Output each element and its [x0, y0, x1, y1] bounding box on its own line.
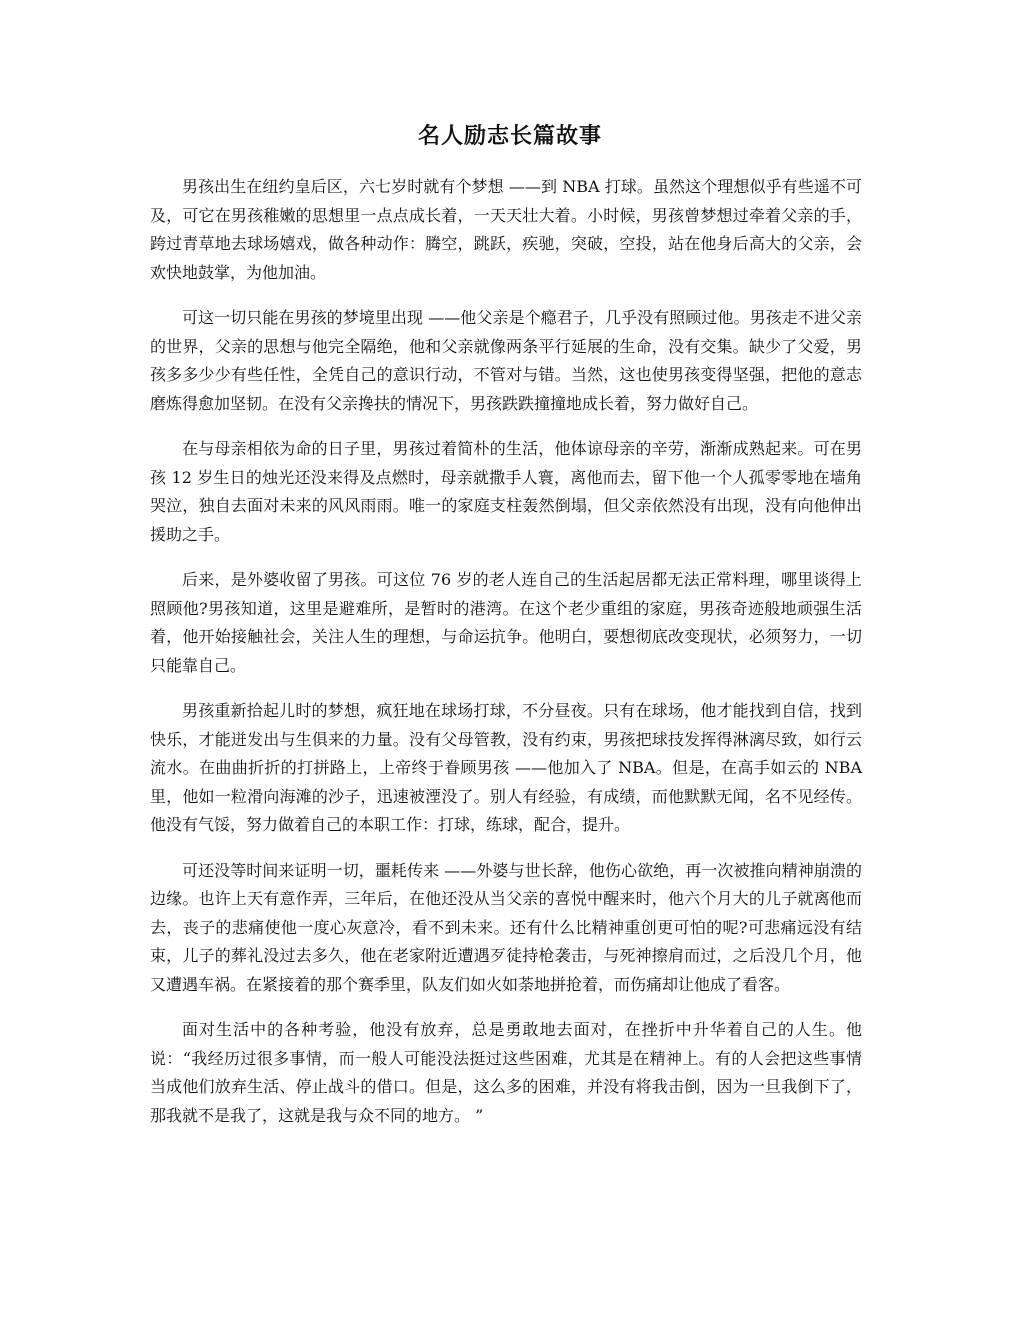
paragraph-1: 男孩出生在纽约皇后区，六七岁时就有个梦想 ——到 NBA 打球。虽然这个理想似乎有些遥不可及，可它在男孩稚嫩的思想里一点点成长着，一天天壮大着。小时候，男孩曾梦想过牵着父亲的手，跨过青草地去球场嬉戏，做各种动作：腾空，跳跃，疾驰，突破，空投，站在他身后高大的父亲，会欢快地鼓掌，为他加油。 — [150, 177, 862, 282]
paragraph-3: 在与母亲相依为命的日子里，男孩过着简朴的生活，他体谅母亲的辛劳，渐渐成熟起来。可在男孩 12 岁生日的烛光还没来得及点燃时，母亲就撒手人寰，离他而去，留下他一个人孤零零地在墙角哭泣，独自去面对未来的风风雨雨。唯一的家庭支柱轰然倒塌，但父亲依然没有出现，没有向他伸出援助之手。 — [150, 439, 862, 544]
paragraph-7: 面对生活中的各种考验，他没有放弃，总是勇敢地去面对，在挫折中升华着自己的人生。他说：“我经历过很多事情，而一般人可能没法挺过这些困难，尤其是在精神上。有的人会把这些事情当成他们放弃生活、停止战斗的借口。但是，这么多的困难，并没有将我击倒，因为一旦我倒下了，那我就不是我了，这就是我与众不同的地方。 ” — [150, 1020, 862, 1125]
paragraph-4: 后来，是外婆收留了男孩。可这位 76 岁的老人连自己的生活起居都无法正常料理，哪里谈得上照顾他?男孩知道，这里是避难所，是暂时的港湾。在这个老少重组的家庭，男孩奇迹般地顽强生活着，他开始接触社会，关注人生的理想，与命运抗争。他明白，要想彻底改变现状，必须努力，一切只能靠自己。 — [150, 570, 862, 675]
paragraph-6: 可还没等时间来证明一切，噩耗传来 ——外婆与世长辞，他伤心欲绝，再一次被推向精神崩溃的边缘。也许上天有意作弄，三年后，在他还没从当父亲的喜悦中醒来时，他六个月大的儿子就离他而去，丧子的悲痛使他一度心灰意冷，看不到未来。还有什么比精神重创更可怕的呢?可悲痛远没有结束，儿子的葬礼没过去多久，他在老家附近遭遇歹徒持枪袭击，与死神擦肩而过，之后没几个月，他又遭遇车祸。在紧接着的那个赛季里，队友们如火如荼地拼抢着，而伤痛却让他成了看客。 — [150, 860, 862, 994]
paragraph-2: 可这一切只能在男孩的梦境里出现 ——他父亲是个瘾君子，几乎没有照顾过他。男孩走不进父亲的世界，父亲的思想与他完全隔绝，他和父亲就像两条平行延展的生命，没有交集。缺少了父爱，男孩多多少少有些任性，全凭自己的意识行动，不管对与错。当然，这也使男孩变得坚强，把他的意志磨炼得愈加坚韧。在没有父亲搀扶的情况下，男孩跌跌撞撞地成长着，努力做好自己。 — [150, 308, 862, 413]
document-body — [150, 173, 862, 1147]
paragraph-5: 男孩重新拾起儿时的梦想，疯狂地在球场打球，不分昼夜。只有在球场，他才能找到自信，找到快乐，才能迸发出与生俱来的力量。没有父母管教，没有约束，男孩把球技发挥得淋漓尽致，如行云流水。在曲曲折折的打拼路上，上帝终于眷顾男孩 ——他加入了 NBA。但是，在高手如云的 NBA 里，他如一粒滑向海滩的沙子，迅速被湮没了。别人有经验，有成绩，而他默默无闻，名不见经传。他没有气馁，努力做着自己的本职工作：打球，练球，配合，提升。 — [150, 701, 862, 834]
document-title: 名人励志长篇故事 — [417, 123, 602, 149]
